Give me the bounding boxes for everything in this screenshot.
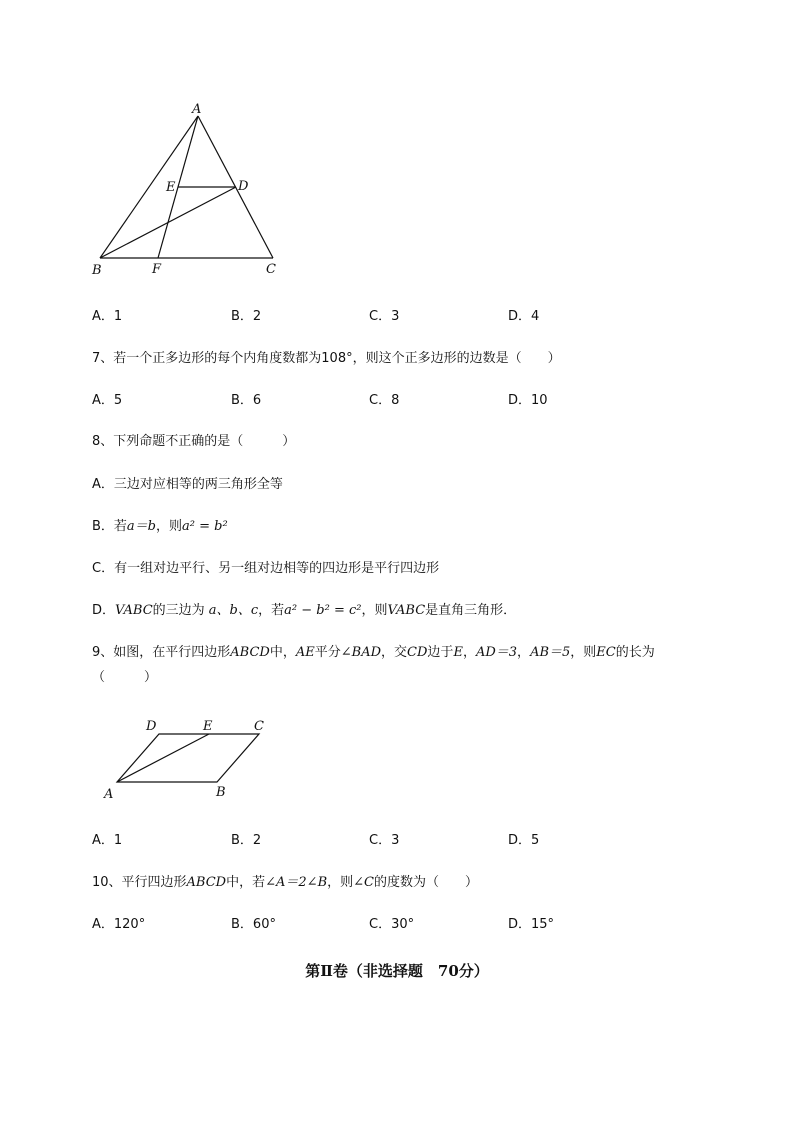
q9-text-9: 的长为 bbox=[615, 645, 655, 660]
q9-text-7: ， bbox=[517, 645, 531, 660]
label-d: D bbox=[238, 179, 249, 194]
q9-math-6: AD＝3 bbox=[475, 645, 518, 660]
q6-options bbox=[92, 305, 712, 323]
q9-math-2: AE bbox=[295, 645, 315, 660]
q7-option-d[interactable]: D．10 bbox=[508, 393, 548, 408]
q9-math-8: EC bbox=[596, 645, 616, 660]
q9-text-5: 边于 bbox=[427, 645, 454, 660]
parallelogram-abcd bbox=[117, 734, 259, 782]
parallelogram-figure bbox=[100, 712, 290, 804]
q6-option-c[interactable]: C．3 bbox=[369, 309, 400, 324]
q8-option-a[interactable]: A．三边对应相等的两三角形全等 bbox=[92, 477, 283, 492]
q8-b-math1: a＝b bbox=[126, 519, 156, 534]
q8-option-b[interactable] bbox=[92, 515, 228, 534]
triangle-figure bbox=[88, 98, 288, 278]
q8-option-d[interactable] bbox=[92, 599, 516, 618]
q9-text-4: ，交 bbox=[381, 645, 408, 660]
q9-text-2: 中， bbox=[269, 645, 296, 660]
q6-option-d[interactable]: D．4 bbox=[508, 309, 540, 324]
q10-math-2: ∠A＝2∠B bbox=[265, 875, 328, 890]
q8-d-end: 是直角三角形． bbox=[425, 603, 517, 618]
q10-option-a[interactable]: A．120° bbox=[92, 917, 146, 932]
q9-math-1: ABCD bbox=[230, 645, 270, 660]
q10-text-2: 中，若 bbox=[226, 875, 266, 890]
q8-d-math1: VABC bbox=[115, 603, 153, 618]
q9-option-c[interactable]: C．3 bbox=[369, 833, 400, 848]
q8-d-mid2: ，若 bbox=[258, 603, 285, 618]
q8-stem: 8、下列命题不正确的是（ ） bbox=[92, 434, 296, 449]
q7-option-b[interactable]: B．6 bbox=[231, 393, 262, 408]
q8-d-prefix: D． bbox=[92, 603, 116, 618]
q8-b-mid: ，则 bbox=[156, 519, 183, 534]
q10-stem bbox=[92, 871, 478, 890]
q7-options bbox=[92, 389, 712, 407]
label-a: A bbox=[192, 102, 202, 117]
q9-text-6: ， bbox=[462, 645, 476, 660]
label-b: B bbox=[92, 263, 102, 278]
q8-b-math2: a² = b² bbox=[182, 519, 228, 534]
q7-option-a[interactable]: A．5 bbox=[92, 393, 123, 408]
q7-stem: 7、若一个正多边形的每个内角度数都为108°，则这个正多边形的边数是（ ） bbox=[92, 351, 561, 366]
label-e: E bbox=[203, 719, 213, 734]
q10-text-3: ，则 bbox=[327, 875, 354, 890]
q9-option-a[interactable]: A．1 bbox=[92, 833, 123, 848]
section-title: 第Ⅱ卷（非选择题 70分） bbox=[305, 962, 489, 980]
label-c: C bbox=[266, 262, 276, 277]
label-c: C bbox=[254, 719, 264, 734]
q10-text-1: 10、平行四边形 bbox=[92, 875, 187, 890]
q10-math-1: ABCD bbox=[186, 875, 227, 890]
q9-math-7: AB＝5 bbox=[530, 645, 571, 660]
q9-option-b[interactable]: B．2 bbox=[231, 833, 262, 848]
label-d: D bbox=[146, 719, 157, 734]
q9-stem bbox=[92, 641, 655, 660]
q10-math-3: ∠C bbox=[353, 875, 374, 890]
q8-option-c[interactable]: C．有一组对边平行、另一组对边相等的四边形是平行四边形 bbox=[92, 561, 440, 576]
q8-d-mid1: 的三边为 bbox=[152, 603, 209, 618]
q9-math-4: CD bbox=[407, 645, 428, 660]
q9-text-8: ，则 bbox=[570, 645, 597, 660]
q8-d-vars: a、b、c bbox=[208, 603, 259, 618]
q8-d-math2: a² − b² = c² bbox=[284, 603, 362, 618]
q9-text-1: 9、如图，在平行四边形 bbox=[92, 645, 231, 660]
q8-d-math3: VABC bbox=[387, 603, 426, 618]
label-e: E bbox=[166, 180, 176, 195]
q6-option-a[interactable]: A．1 bbox=[92, 309, 123, 324]
q9-math-5: E bbox=[453, 645, 463, 660]
q10-option-c[interactable]: C．30° bbox=[369, 917, 415, 932]
segment-ae bbox=[117, 734, 209, 782]
q8-d-mid3: ，则 bbox=[361, 603, 388, 618]
q9-answer-bracket: （ ） bbox=[92, 670, 158, 685]
q10-text-4: 的度数为（ ） bbox=[373, 875, 478, 890]
q9-options bbox=[92, 829, 712, 847]
q10-option-b[interactable]: B．60° bbox=[231, 917, 276, 932]
q7-option-c[interactable]: C．8 bbox=[369, 393, 400, 408]
q10-options bbox=[92, 913, 712, 931]
label-a: A bbox=[104, 787, 114, 802]
q9-text-3: 平分 bbox=[314, 645, 341, 660]
q9-math-3: ∠BAD bbox=[340, 645, 382, 660]
q9-option-d[interactable]: D．5 bbox=[508, 833, 540, 848]
label-b: B bbox=[216, 785, 226, 800]
q8-b-prefix: B．若 bbox=[92, 519, 127, 534]
q6-option-b[interactable]: B．2 bbox=[231, 309, 262, 324]
label-f: F bbox=[152, 262, 162, 277]
q10-option-d[interactable]: D．15° bbox=[508, 917, 555, 932]
segment-bd bbox=[100, 187, 236, 258]
